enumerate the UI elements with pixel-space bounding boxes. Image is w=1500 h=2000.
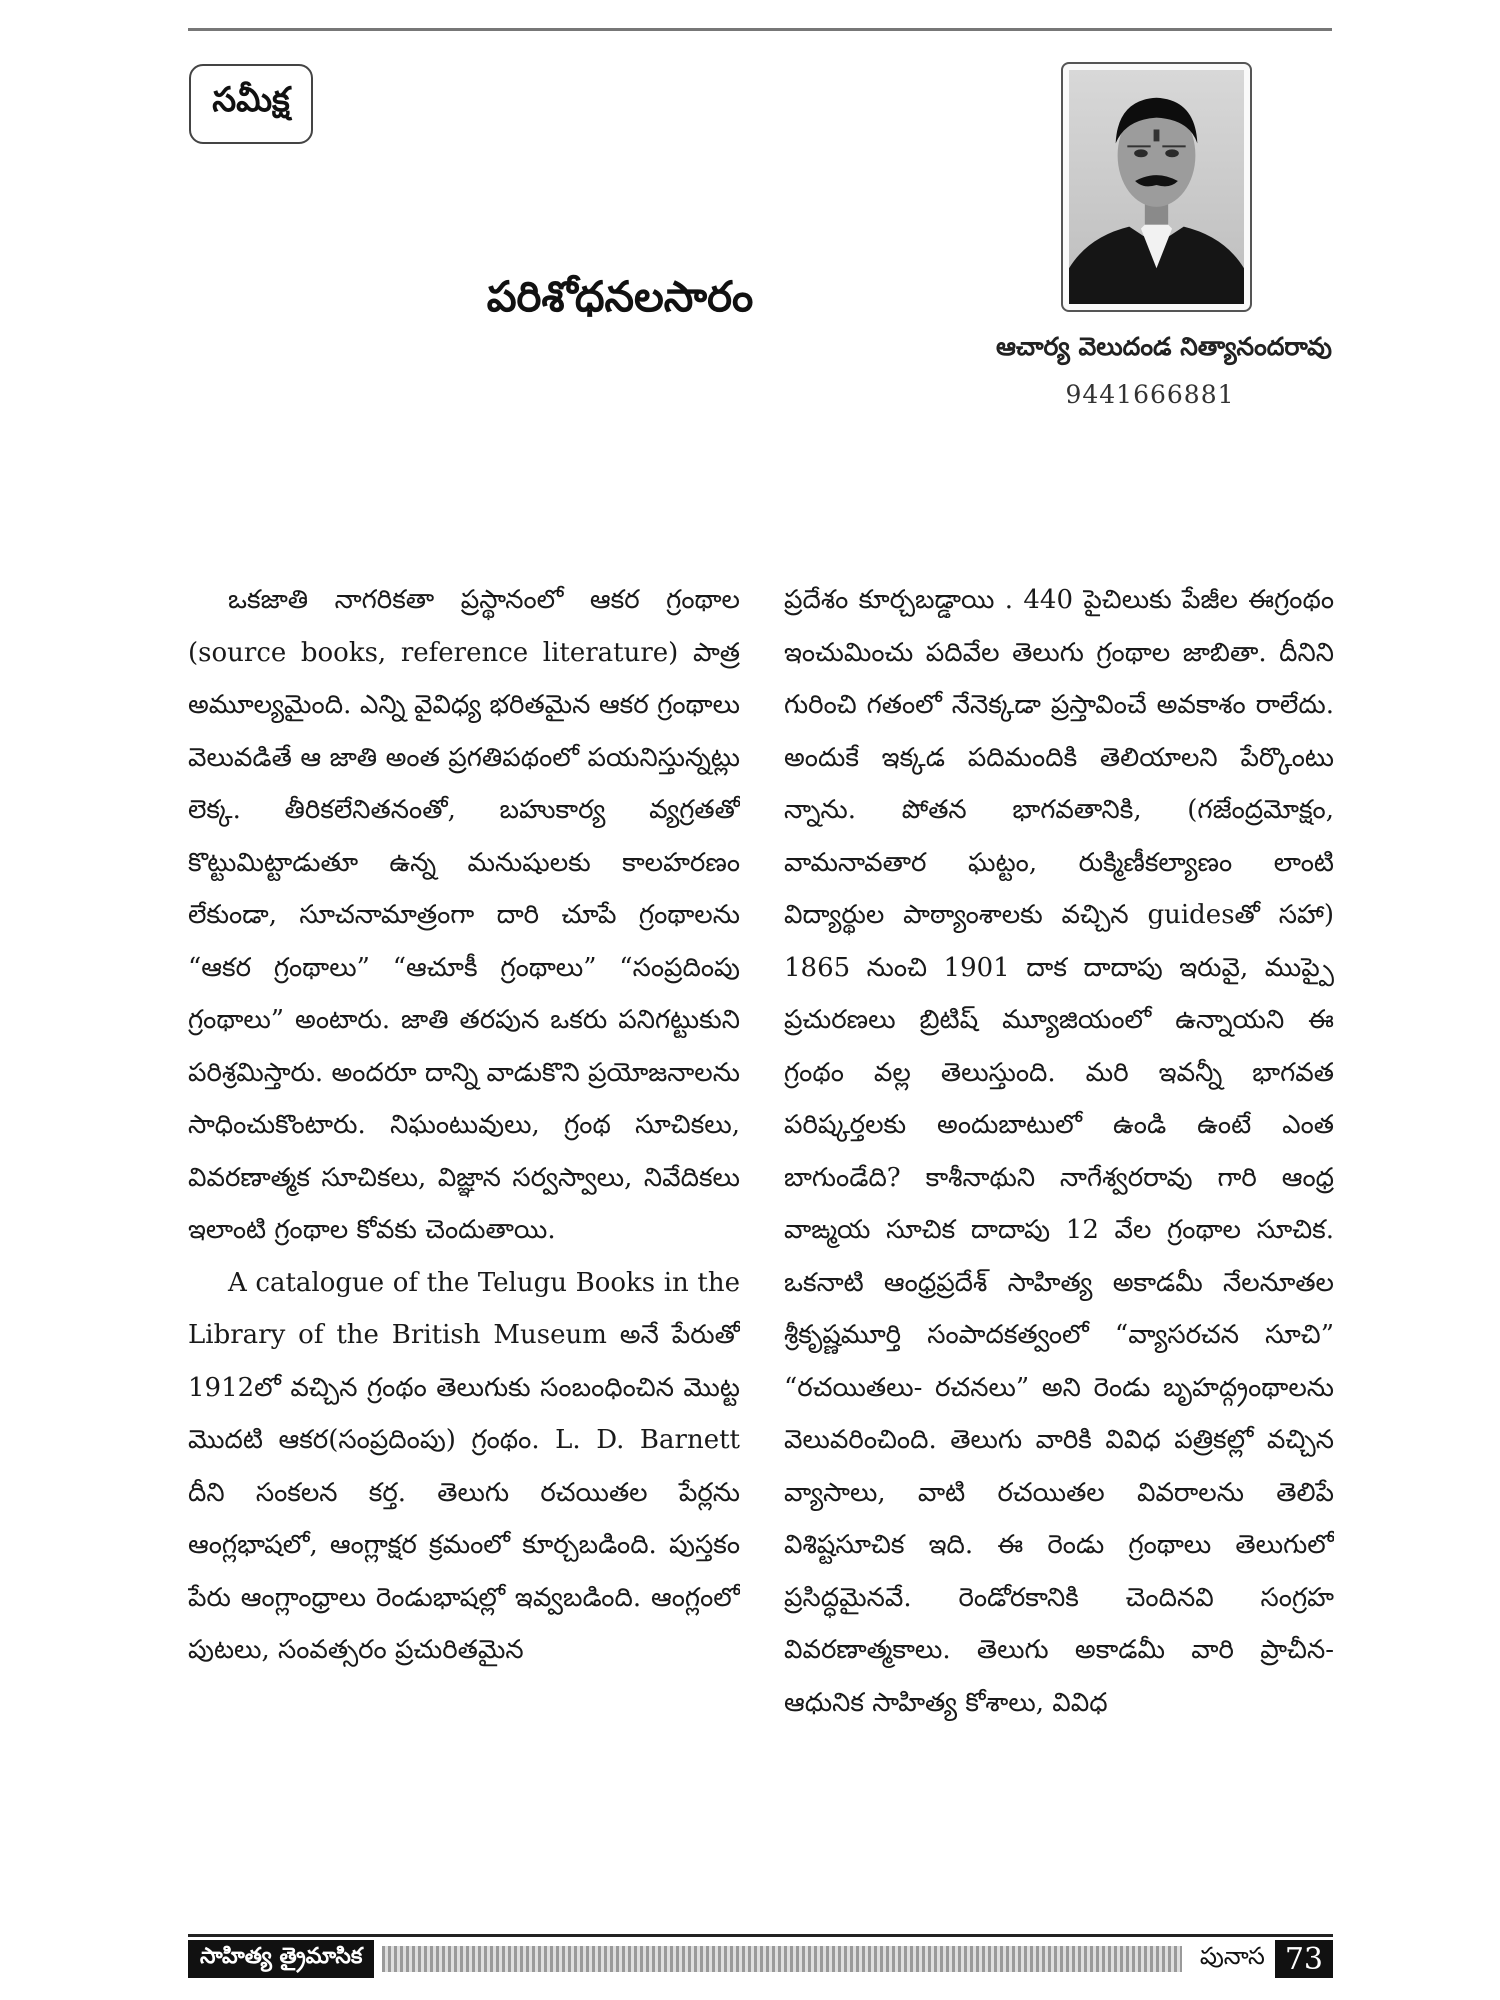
magazine-name: సాహిత్య త్రైమాసిక	[188, 1940, 374, 1978]
issue-name: పునాస	[1199, 1942, 1265, 1970]
author-phone: 9441666881	[1065, 380, 1235, 409]
article-title: పరిశోధనలసారం	[486, 272, 754, 321]
paragraph: ఒకజాతి నాగరికతా ప్రస్థానంలో ఆకర గ్రంథాల (source books, reference literature) పాత్ర అమూల్యమైంది. ఎన్ని వైవిధ్య భరితమైన ఆకర గ్రంథాలు వెలువడితే ఆ జాతి అంత ప్రగతిపథంలో పయనిస్తున్నట్లు లెక్క. తీరికలేనితనంతో, బహుకార్య వ్యగ్రతతో కొట్టుమిట్టాడుతూ ఉన్న మనుషులకు కాలహరణం లేకుండా, సూచనామాత్రంగా దారి చూపే గ్రంథాలను “ఆకర గ్రంథాలు” “ఆచూకీ గ్రంథాలు” “సంప్రదింపు గ్రంథాలు” అంటారు. జాతి తరపున ఒకరు పనిగట్టుకుని పరిశ్రమిస్తారు. అందరూ దాన్ని వాడుకొని ప్రయోజనాలను సాధించుకొంటారు. నిఘంటువులు, గ్రంథ సూచికలు, వివరణాత్మక సూచికలు, విజ్ఞాన సర్వస్వాలు, నివేదికలు ఇలాంటి గ్రంథాల కోవకు చెందుతాయి.	[188, 585, 740, 1245]
section-label: సమీక్ష	[189, 64, 313, 144]
left-column	[188, 574, 740, 1874]
bottom-rule	[188, 1934, 1333, 1937]
author-name: ఆచార్య వెలుదండ నిత్యానందరావు	[996, 332, 1332, 361]
footer-stripe	[382, 1946, 1182, 1972]
author-photo	[1061, 62, 1252, 312]
paragraph: ప్రదేశం కూర్చబడ్డాయి . 440 పైచిలుకు పేజీల ఈగ్రంథం ఇంచుమించు పదివేల తెలుగు గ్రంథాల జాబితా. దీనిని గురించి గతంలో నేనెక్కడా ప్రస్తావించే అవకాశం రాలేదు. అందుకే ఇక్కడ పదిమందికి తెలియాలని పేర్కొంటు న్నాను. పోతన భాగవతానికి, (గజేంద్రమోక్షం, వామనావతార ఘట్టం, రుక్మిణీకల్యాణం లాంటి విద్యార్థుల పాఠ్యాంశాలకు వచ్చిన guidesతో సహా) 1865 నుంచి 1901 దాక దాదాపు ఇరువై, ముప్పై ప్రచురణలు బ్రిటిష్ మ్యూజియంలో ఉన్నాయని ఈ గ్రంథం వల్ల తెలుస్తుంది. మరి ఇవన్నీ భాగవత పరిష్కర్తలకు అందుబాటులో ఉండి ఉంటే ఎంత బాగుండేది? కాశీనాథుని నాగేశ్వరరావు గారి ఆంధ్ర వాఙ్మయ సూచిక దాదాపు 12 వేల గ్రంథాల సూచిక. ఒకనాటి ఆంధ్రప్రదేశ్ సాహిత్య అకాడమీ నేలనూతల శ్రీకృష్ణమూర్తి సంపాదకత్వంలో “వ్యాసరచన సూచి” “రచయితలు- రచనలు” అని రెండు బృహద్గ్రంథాలను వెలువరించింది. తెలుగు వారికి వివిధ పత్రికల్లో వచ్చిన వ్యాసాలు, వాటి రచయితల వివరాలను తెలిపే విశిష్టసూచిక ఇది. ఈ రెండు గ్రంథాలు తెలుగులో ప్రసిద్ధమైనవే. రెండోరకానికి చెందినవి సంగ్రహ వివరణాత్మకాలు. తెలుగు అకాడమీ వారి ప్రాచీన- ఆధునిక సాహిత్య కోశాలు, వివిధ	[784, 585, 1334, 1718]
page-number: 73	[1275, 1940, 1333, 1978]
author-portrait-image	[1069, 70, 1244, 304]
right-column	[784, 574, 1334, 1874]
footer	[188, 1940, 1333, 1978]
top-rule	[188, 28, 1332, 31]
paragraph: A catalogue of the Telugu Books in the Library of the British Museum అనే పేరుతో 1912లో వచ్చిన గ్రంథం తెలుగుకు సంబంధించిన మొట్ట మొదటి ఆకర(సంప్రదింపు) గ్రంథం. L. D. Barnett దీని సంకలన కర్త. తెలుగు రచయితల పేర్లను ఆంగ్లభాషలో, ఆంగ్లాక్షర క్రమంలో కూర్చబడింది. పుస్తకం పేరు ఆంగ్లాంధ్రాలు రెండుభాషల్లో ఇవ్వబడింది. ఆంగ్లంలో పుటలు, సంవత్సరం ప్రచురితమైన	[188, 1267, 740, 1665]
